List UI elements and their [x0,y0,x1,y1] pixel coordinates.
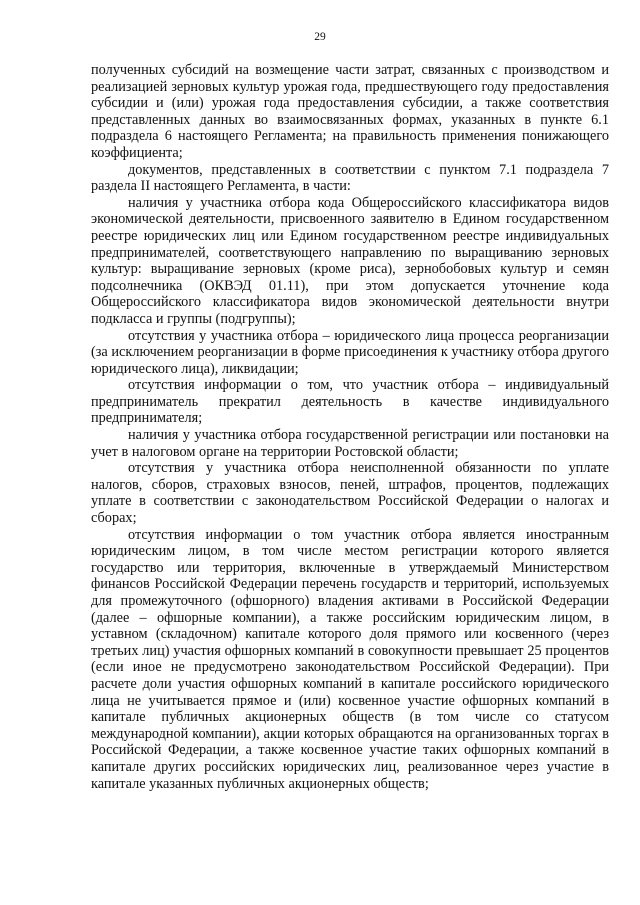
paragraph-2: документов, представленных в соответствии с пунктом 7.1 подраздела 7 раздела II настоящего Регламента, в части: [91,161,609,195]
body-text [91,62,609,792]
paragraph-6: наличия у участника отбора государственной регистрации или постановки на учет в налоговом органе на территории Ростовской области; [91,427,609,460]
paragraph-4: отсутствия у участника отбора – юридического лица процесса реорганизации (за исключением реорганизации в форме присоединения к участнику отбора другого юридического лица), ликвидации; [91,327,609,377]
paragraph-3: наличия у участника отбора кода Общероссийского классификатора видов экономической деятельности, присвоенного заявителю в Едином государственном реестре юридических лиц или Едином государственном реестре индивидуальных предпринимателей, соответствующего направлению по выращиванию зерновых культур: выращивание зерновых (кроме риса), зернобобовых культур и семян подсолнечника (ОКВЭД 01.11), при этом допускается уточнение кода Общероссийского классификатора видов экономической деятельности внутри подкласса и группы (подгруппы); [91,194,609,327]
page-number: 29 [314,31,326,43]
paragraph-1: полученных субсидий на возмещение части затрат, связанных с производством и реализацией зерновых культур урожая года, предшествующего году предоставления субсидии и (или) урожая года предоставления субсидии, а также соответствия представленных данных во взаимосвязанных формах, указанных в пункте 6.1 подраздела 6 настоящего Регламента; на правильность применения понижающего коэффициента; [91,62,609,161]
paragraph-5: отсутствия информации о том, что участник отбора – индивидуальный предприниматель прекратил деятельность в качестве индивидуального предпринимателя; [91,377,609,427]
paragraph-7: отсутствия у участника отбора неисполненной обязанности по уплате налогов, сборов, страховых взносов, пеней, штрафов, процентов, подлежащих уплате в соответствии с законодательством Российской Федерации о налогах и сборах; [91,460,609,527]
paragraph-8: отсутствия информации о том участник отбора является иностранным юридическим лицом, в том числе местом регистрации которого является государство или территория, включенные в утверждаемый Министерством финансов Российской Федерации перечень государств и территорий, используемых для промежуточного (офшорного) владения активами в Российской Федерации (далее – офшорные компании), а также российским юридическим лицом, в уставном (складочном) капитале которого доля прямого или косвенного (через третьих лиц) участия офшорных компаний в совокупности превышает 25 процентов (если иное не предусмотрено законодательством Российской Федерации). При расчете доли участия офшорных компаний в капитале российского юридического лица не учитывается прямое и (или) косвенное участие офшорных компаний в капитале публичных акционерных обществ (в том числе со статусом международной компании), акции которых обращаются на организованных торгах в Российской Федерации, а также косвенное участие таких офшорных компаний в капитале других российских юридических лиц, реализованное через участие в капитале указанных публичных акционерных обществ; [91,526,609,792]
